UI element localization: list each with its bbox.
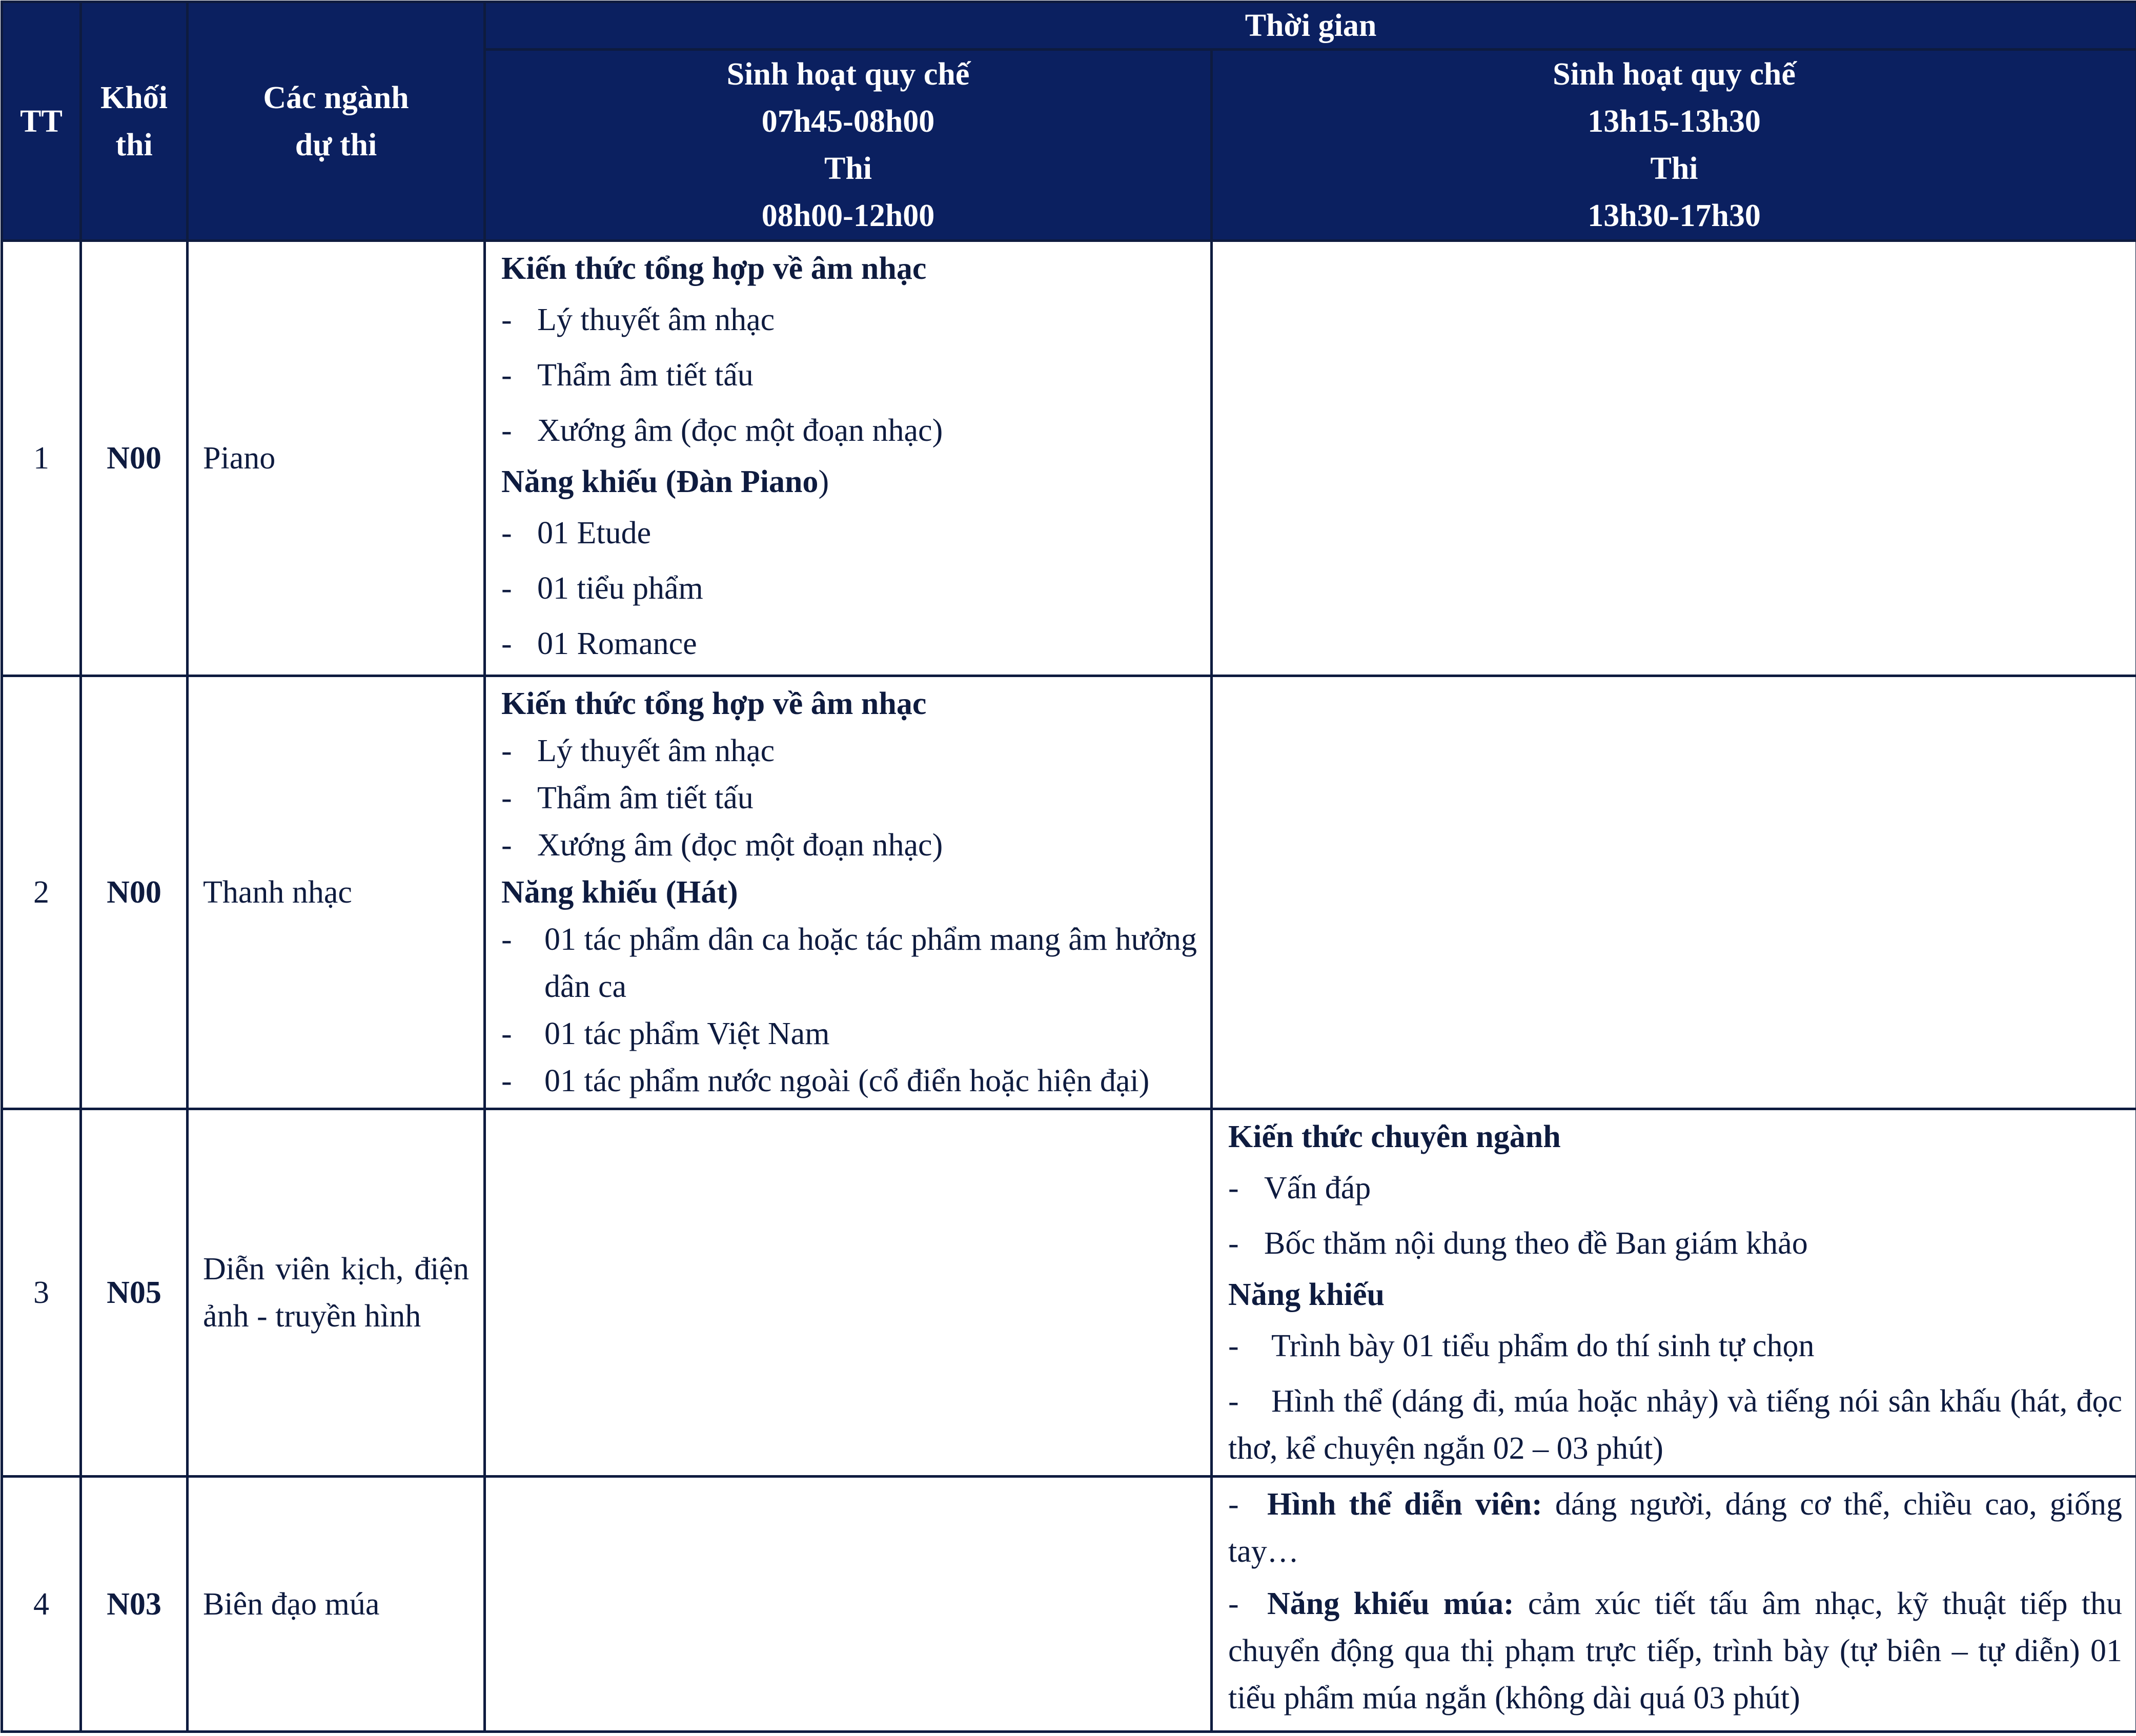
morning-content xyxy=(485,676,1212,1109)
khoi-code: N00 xyxy=(81,676,188,1109)
afternoon-line3: Thi xyxy=(1650,151,1698,186)
section-heading: Kiến thức tổng hợp về âm nhạc xyxy=(501,251,927,286)
row-number: 1 xyxy=(2,241,81,676)
header-thoi-gian: Thời gian xyxy=(485,2,2136,50)
afternoon-line1: Sinh hoạt quy chế xyxy=(1553,57,1796,92)
morning-content xyxy=(485,241,1212,676)
list-item: - Thẩm âm tiết tấu xyxy=(501,358,754,393)
section-heading: Kiến thức chuyên ngành xyxy=(1228,1119,1561,1154)
section-heading: Kiến thức tổng hợp về âm nhạc xyxy=(501,686,927,721)
header-khoi-line1: Khối xyxy=(100,80,168,115)
header-afternoon-slot xyxy=(1212,50,2136,241)
list-item: - 01 Etude xyxy=(501,516,652,550)
morning-content-empty xyxy=(485,1477,1212,1732)
header-khoi-line2: thi xyxy=(115,127,153,162)
list-item: - Lý thuyết âm nhạc xyxy=(501,733,775,768)
list-item: - Xướng âm (đọc một đoạn nhạc) xyxy=(501,828,943,863)
header-cac-nganh xyxy=(188,2,485,241)
list-item: - Hình thể (dáng đi, múa hoặc nhảy) và tiếng nói sân khấu (hát, đọc thơ, kể chuyện ngắn 02 – 03 phút) xyxy=(1228,1384,2123,1466)
header-morning-slot xyxy=(485,50,1212,241)
header-nganh-line2: dự thi xyxy=(295,127,377,162)
header-nganh-line1: Các ngành xyxy=(263,80,409,115)
khoi-code: N03 xyxy=(81,1477,188,1732)
list-item: - Hình thể diễn viên: dáng người, dáng cơ thể, chiều cao, giống tay… xyxy=(1228,1487,2123,1569)
row-number: 3 xyxy=(2,1109,81,1477)
morning-line4: 08h00-12h00 xyxy=(761,198,935,233)
afternoon-line4: 13h30-17h30 xyxy=(1588,198,1761,233)
afternoon-content xyxy=(1212,1477,2136,1732)
section-heading: Năng khiếu (Hát) xyxy=(501,875,738,910)
list-item: - Xướng âm (đọc một đoạn nhạc) xyxy=(501,413,943,448)
list-item: - 01 Romance xyxy=(501,626,697,661)
nganh-name: Diễn viên kịch, điện ảnh - truyền hình xyxy=(188,1109,485,1477)
nganh-name: Piano xyxy=(188,241,485,676)
khoi-code: N00 xyxy=(81,241,188,676)
afternoon-content-empty xyxy=(1212,676,2136,1109)
list-item: - Năng khiếu múa: cảm xúc tiết tấu âm nhạc, kỹ thuật tiếp thu chuyển động qua thị phạm trực tiếp, trình bày (tự biên – tự diễn) 01 tiểu phẩm múa ngắn (không dài quá 03 phút) xyxy=(1228,1586,2123,1715)
nganh-name: Thanh nhạc xyxy=(188,676,485,1109)
table-row xyxy=(2,1109,2136,1477)
afternoon-content xyxy=(1212,1109,2136,1477)
nganh-name: Biên đạo múa xyxy=(188,1477,485,1732)
header-tt: TT xyxy=(2,2,81,241)
morning-line2: 07h45-08h00 xyxy=(761,104,935,139)
list-item: - 01 tác phẩm Việt Nam xyxy=(501,1016,830,1051)
list-item: - Thẩm âm tiết tấu xyxy=(501,781,754,815)
list-item: - Trình bày 01 tiểu phẩm do thí sinh tự chọn xyxy=(1228,1329,1815,1363)
morning-content-empty xyxy=(485,1109,1212,1477)
row-number: 2 xyxy=(2,676,81,1109)
afternoon-content-empty xyxy=(1212,241,2136,676)
table-row xyxy=(2,676,2136,1109)
list-item: - Vấn đáp xyxy=(1228,1171,1371,1206)
list-item: - 01 tác phẩm dân ca hoặc tác phẩm mang âm hưởng dân ca xyxy=(501,922,1197,1004)
row-number: 4 xyxy=(2,1477,81,1732)
list-item: - Bốc thăm nội dung theo đề Ban giám khảo xyxy=(1228,1226,1808,1261)
header-khoi-thi xyxy=(81,2,188,241)
list-item: - 01 tiểu phẩm xyxy=(501,571,703,606)
exam-schedule-table xyxy=(1,1,2136,1733)
morning-line3: Thi xyxy=(824,151,872,186)
afternoon-line2: 13h15-13h30 xyxy=(1588,104,1761,139)
section-heading: Năng khiếu (Đàn Piano) xyxy=(501,464,829,499)
morning-line1: Sinh hoạt quy chế xyxy=(726,57,970,92)
khoi-code: N05 xyxy=(81,1109,188,1477)
section-heading: Năng khiếu xyxy=(1228,1277,1385,1312)
list-item: - 01 tác phẩm nước ngoài (cổ điển hoặc hiện đại) xyxy=(501,1064,1150,1098)
list-item: - Lý thuyết âm nhạc xyxy=(501,302,775,337)
table-row xyxy=(2,241,2136,676)
table-row xyxy=(2,1477,2136,1732)
